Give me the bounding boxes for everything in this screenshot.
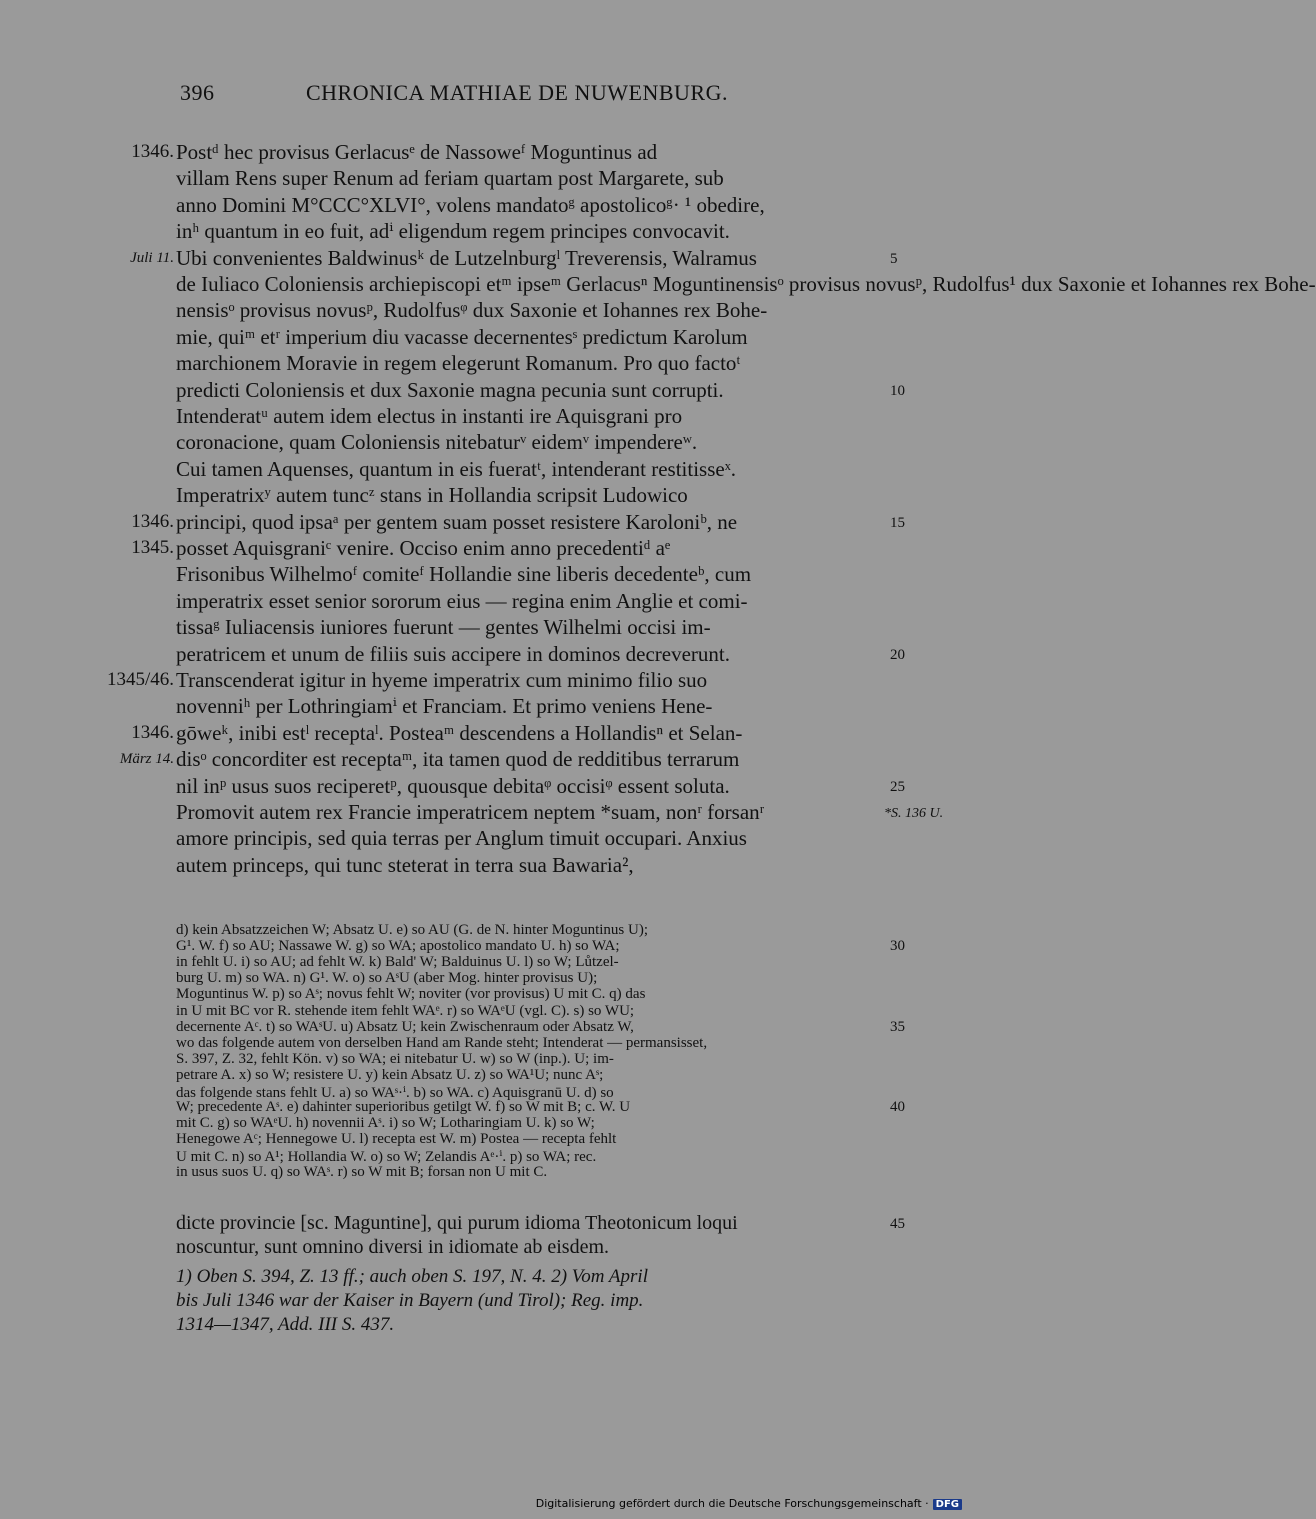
text-line: predicti Coloniensis et dux Saxonie magna pecunia sunt corrupti. [176,377,724,402]
text-line: nensisᵒ provisus novusᵖ, Rudolfusᵠ dux Saxonie et Iohannes rex Bohe- [176,298,768,323]
line-number: 45 [890,1216,905,1232]
text-line: peratricem et unum de filiis suis accipere in dominos decreverunt. [176,641,730,666]
line-number: 15 [890,514,905,531]
credit-text: Digitalisierung gefördert durch die Deutsche Forschungsgemeinschaft · [535,1497,929,1510]
margin-year: 1346. [131,721,174,743]
text-line: Cui tamen Aquenses, quantum in eis fueratᵗ, intenderant restitisseˣ. [176,456,737,481]
source-note-line: bis Juli 1346 war der Kaiser in Bayern (und Tirol); Reg. imp. [176,1290,644,1311]
footnote-line: Moguntinus W. p) so Aˢ; novus fehlt W; noviter (vor provisus) U mit C. q) das [176,986,646,1003]
source-note-line: 1314—1347, Add. III S. 437. [176,1314,395,1335]
footnote-line: mit C. g) so WAᵉU. h) novennii Aˢ. i) so W; Lotharingiam U. k) so W; [176,1115,595,1132]
margin-date-note: Juli 11. [130,249,174,266]
footnote-line: Henegowe Aᶜ; Hennegowe U. l) recepta est W. m) Postea — recepta fehlt [176,1131,617,1148]
text-line: tissaᵍ Iuliacensis iuniores fuerunt — gentes Wilhelmi occisi im- [176,615,711,640]
margin-date-note: März 14. [119,751,174,768]
line-number: 10 [890,382,905,399]
footnote-line: d) kein Absatzzeichen W; Absatz U. e) so AU (G. de N. hinter Moguntinus U); [176,922,648,938]
footnote-line: burg U. m) so WA. n) G¹. W. o) so AˢU (aber Mog. hinter provisus U); [176,970,598,987]
text-line: Promovit autem rex Francie imperatricem neptem *suam, nonʳ forsanʳ [176,800,765,824]
page-number: 396 [180,80,215,105]
dfg-logo: DFG [933,1499,962,1510]
text-line: Imperatrixʸ autem tuncᶻ stans in Hollandia scripsit Ludowico [176,483,688,508]
footnote-line: petrare A. x) so W; resistere U. y) kein Absatz U. z) so WA¹U; nunc Aˢ; [176,1066,604,1083]
footnote-line: das folgende stans fehlt U. a) so WAˢ·ⁱ. b) so WA. c) Aquisgranū U. d) so [176,1085,614,1101]
footnote-line: in usus suos U. q) so WAˢ. r) so W mit B; forsan non U mit C. [176,1163,548,1180]
text-line: mie, quiᵐ etʳ imperium diu vacasse decernentesˢ predictum Karolum [176,324,748,349]
footnote-line: decernente Aᶜ. t) so WAˢU. u) Absatz U; kein Zwischenraum oder Absatz W, [176,1018,634,1035]
text-line: Postᵈ hec provisus Gerlacusᵉ de Nassoweᶠ Moguntinus ad [176,140,658,164]
text-line: dicte provincie [sc. Maguntine], qui purum idioma Theotonicum loqui [176,1212,738,1234]
text-line: autem princeps, qui tunc steterat in terra sua Bawaria², [176,852,634,877]
line-number: 5 [890,250,898,267]
margin-year: 1345. [131,537,174,558]
footnote-line: in fehlt U. i) so AU; ad fehlt W. k) Bald' W; Balduinus U. l) so W; Lůtzel- [176,954,619,971]
text-line: noscuntur, sunt omnino diversi in idiomate ab eisdem. [176,1236,610,1258]
text-line: disᵒ concorditer est receptaᵐ, ita tamen quod de redditibus terrarum [176,747,740,772]
text-line: amore principis, sed quia terras per Anglum timuit occupari. Anxius [176,826,747,851]
text-line: inʰ quantum in eo fuit, adⁱ eligendum regem principes convocavit. [176,219,730,244]
text-line: villam Rens super Renum ad feriam quartam post Margarete, sub [176,166,724,191]
footnote-line: S. 397, Z. 32, fehlt Kön. v) so WA; ei nitebatur U. w) so W (inp.). U; im- [176,1050,614,1067]
text-line: coronacione, quam Coloniensis nitebaturᵛ eidemᵛ impendereʷ. [176,430,698,455]
line-number: 20 [890,646,905,663]
running-title: CHRONICA MATHIAE DE NUWENBURG. [306,80,728,105]
margin-year: 1346. [131,141,174,162]
source-note-line: 1) Oben S. 394, Z. 13 ff.; auch oben S. 197, N. 4. 2) Vom April [176,1266,648,1287]
margin-year: 1345/46. [106,669,174,690]
text-line: Ubi convenientes Baldwinusᵏ de Lutzelnburgˡ Treverensis, Walramus [176,245,757,270]
footnote-line: wo das folgende autem von derselben Hand am Rande steht; Intenderat — permansisset, [176,1034,708,1051]
manuscript-page-note: *S. 136 U. [884,806,944,821]
text-line: Intenderatᵘ autem idem electus in instanti ire Aquisgrani pro [176,404,683,428]
footnote-line: G¹. W. f) so AU; Nassawe W. g) so WA; apostolico mandato U. h) so WA; [176,938,620,955]
footnote-line: W; precedente Aˢ. e) dahinter superioribus getilgt W. f) so W mit B; c. W. U [176,1099,631,1116]
line-number: 25 [890,778,905,795]
text-line: marchionem Moravie in regem elegerunt Romanum. Pro quo factoᵗ [176,351,741,376]
text-line: de Iuliaco Coloniensis archiepiscopi etᵐ ipseᵐ Gerlacusⁿ Moguntinensisᵒ provisus novusᵖ, Rudolfus¹ dux Saxonie et Iohannes rex Bohe- [176,272,1316,296]
text-line: anno Domini M°CCC°XLVI°, volens mandatoᵍ apostolicoᵍ· ¹ obedire, [176,192,765,217]
line-number: 35 [890,1018,905,1035]
text-line: principi, quod ipsaᵃ per gentem suam posset resistere Karoloniᵇ, ne [176,509,738,534]
text-line: gōweᵏ, inibi estˡ receptaˡ. Posteaᵐ descendens a Hollandisⁿ et Selan- [176,720,743,745]
margin-year: 1346. [131,510,174,532]
text-line: nil inᵖ usus suos reciperetᵖ, quousque debitaᵠ occisiᵠ essent soluta. [176,773,730,798]
text-line: imperatrix esset senior sororum eius — regina enim Anglie et comi- [176,588,748,613]
digitization-credit [536,1497,962,1510]
text-line: posset Aquisgraniᶜ venire. Occiso enim anno precedentiᵈ aᵉ [176,536,671,560]
text-line: novenniʰ per Lothringiamⁱ et Franciam. Et primo veniens Hene- [176,694,713,719]
footnote-line: in U mit BC vor R. stehende item fehlt WAᵉ. r) so WAᵉU (vgl. C). s) so WU; [176,1002,635,1019]
footnote-line: U mit C. n) so A¹; Hollandia W. o) so W; Zelandis Aᵉ·ⁱ. p) so WA; rec. [176,1149,597,1166]
line-number: 40 [890,1099,905,1116]
text-line: Transcenderat igitur in hyeme imperatrix cum minimo filio suo [176,668,708,692]
text-line: Frisonibus Wilhelmoᶠ comiteᶠ Hollandie sine liberis decedenteᵇ, cum [176,562,752,587]
line-number: 30 [890,938,905,955]
